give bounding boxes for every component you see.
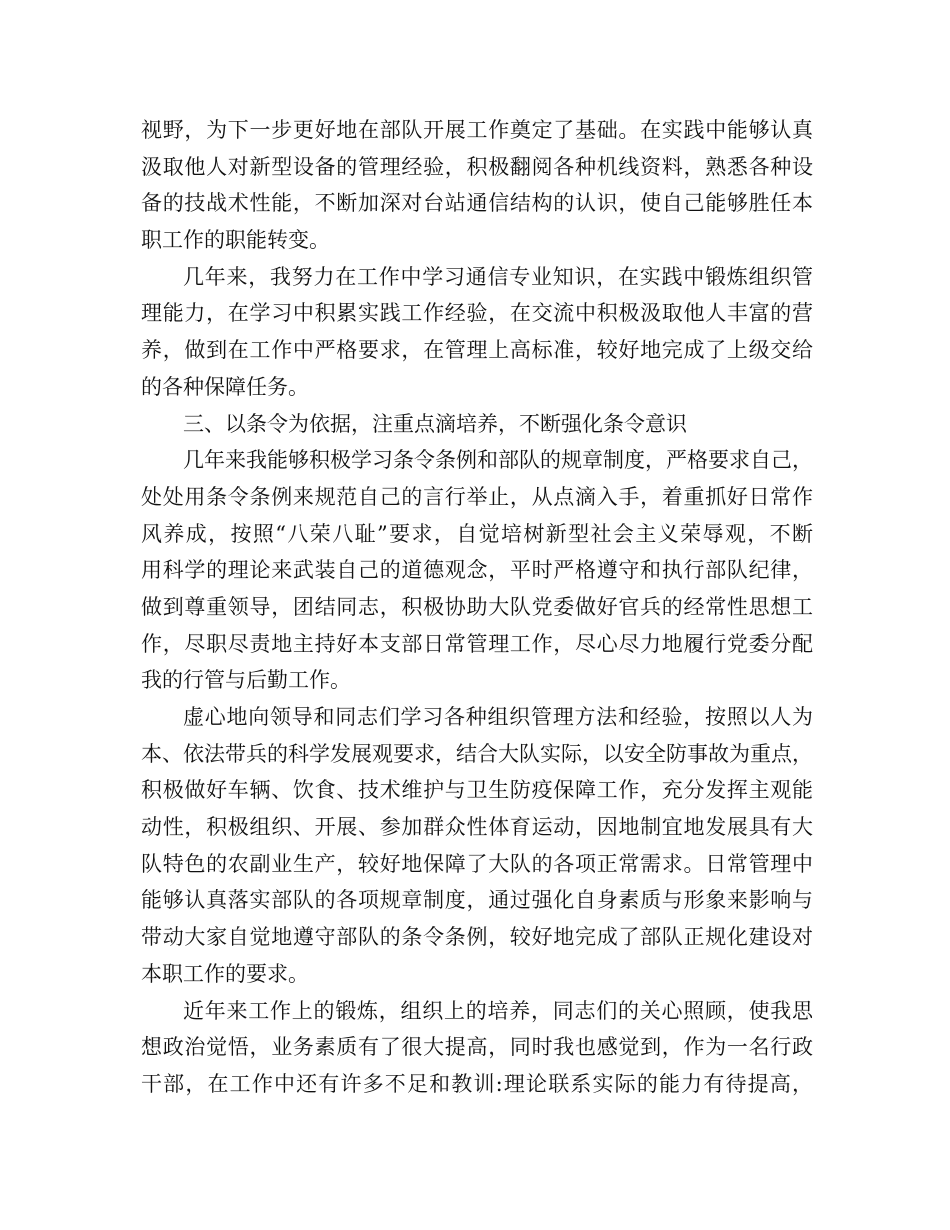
paragraph-first-line: 近年来工作上的锻炼，组织上的培养，同志们的关心照顾，使我思 (183, 998, 813, 1023)
paragraph-first-line: 虚心地向领导和同志们学习各种组织管理方法和经验，按照以人为 (183, 705, 813, 729)
text-line: 干部，在工作中还有许多不足和教训:理论联系实际的能力有待提高， (141, 1071, 813, 1096)
text-line: 用科学的理论来武装自己的道德观念，平时严格遵守和执行部队纪律， (141, 558, 813, 583)
text-line: 本、依法带兵的科学发展观要求，结合大队实际，以安全防事故为重点， (141, 741, 813, 766)
text-line: 能够认真落实部队的各项规章制度，通过强化自身素质与形象来影响与 (141, 888, 813, 913)
text-line: 带动大家自觉地遵守部队的条令条例，较好地完成了部队正规化建设对 (141, 925, 813, 950)
text-line: 积极做好车辆、饮食、技术维护与卫生防疫保障工作，充分发挥主观能 (141, 778, 813, 803)
text-line: 本职工作的要求。 (141, 961, 309, 986)
text-line: 理能力，在学习中积累实践工作经验，在交流中积极汲取他人丰富的营 (141, 301, 813, 326)
text-line: 风养成，按照“八荣八耻”要求，自觉培树新型社会主义荣辱观，不断 (141, 521, 813, 546)
text-line: 养，做到在工作中严格要求，在管理上高标准，较好地完成了上级交给 (141, 338, 813, 363)
text-line: 的各种保障任务。 (141, 374, 309, 399)
text-line: 想政治觉悟，业务素质有了很大提高，同时我也感觉到，作为一名行政 (141, 1035, 813, 1060)
section-heading: 三、以条令为依据，注重点滴培养，不断强化条令意识 (183, 411, 687, 436)
text-line: 作，尽职尽责地主持好本支部日常管理工作，尽心尽力地履行党委分配 (141, 631, 813, 656)
text-line: 备的技战术性能，不断加深对台站通信结构的认识，使自己能够胜任本 (141, 191, 813, 216)
text-line: 我的行管与后勤工作。 (141, 668, 351, 693)
text-line: 职工作的职能转变。 (141, 228, 330, 253)
paragraph-first-line: 几年来，我努力在工作中学习通信专业知识，在实践中锻炼组织管 (183, 264, 813, 289)
text-line: 做到尊重领导，团结同志，积极协助大队党委做好官兵的经常性思想工 (141, 594, 813, 619)
text-line: 处处用条令条例来规范自己的言行举止，从点滴入手，着重抓好日常作 (141, 484, 813, 509)
text-line: 汲取他人对新型设备的管理经验，积极翻阅各种机线资料，熟悉各种设 (141, 154, 813, 179)
text-line: 动性，积极组织、开展、参加群众性体育运动，因地制宜地发展具有大 (141, 815, 813, 840)
body-text (141, 112, 813, 1103)
paragraph-first-line: 几年来我能够积极学习条令条例和部队的规章制度，严格要求自己， (183, 448, 813, 473)
text-line: 视野，为下一步更好地在部队开展工作奠定了基础。在实践中能够认真 (141, 118, 813, 142)
text-line: 队特色的农副业生产，较好地保障了大队的各项正常需求。日常管理中 (141, 851, 813, 876)
